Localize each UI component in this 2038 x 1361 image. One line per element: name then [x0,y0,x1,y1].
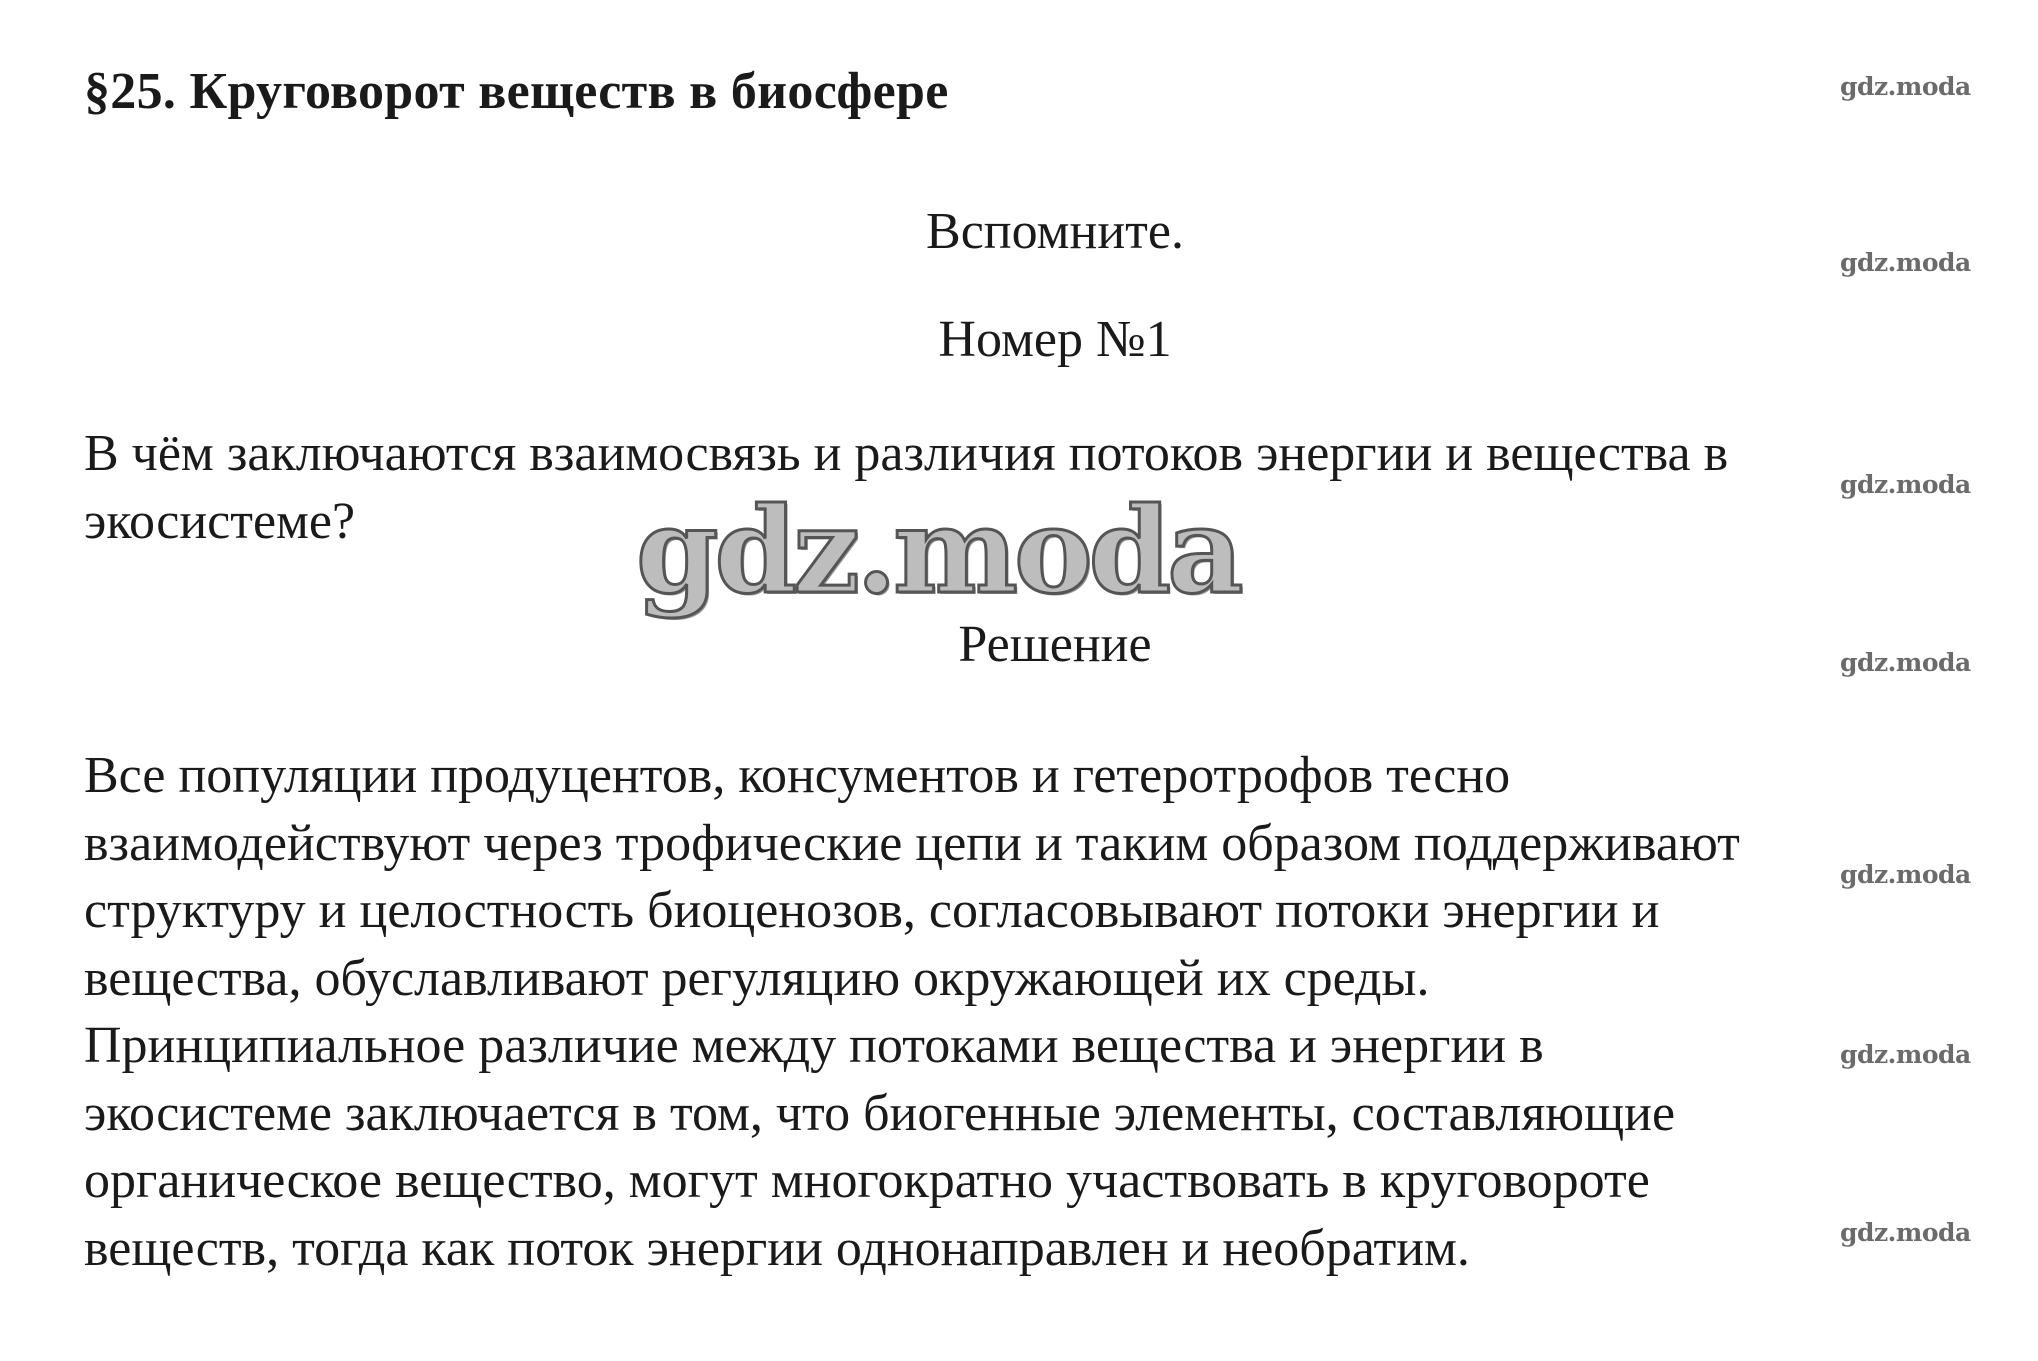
answer-text [84,742,2024,1282]
watermark-small: gdz.moda [1840,860,1971,889]
recall-label: Вспомните. [926,203,1184,260]
solution-label: Решение [958,616,1152,673]
watermark-small: gdz.moda [1840,1218,1971,1247]
watermark-small: gdz.moda [1840,1040,1971,1069]
watermark-small: gdz.moda [1840,470,1971,499]
watermark-small: gdz.moda [1840,72,1971,101]
question-line: В чём заключаются взаимосвязь и различия потоков энергии и вещества в [84,425,1729,482]
section-heading: §25. Круговорот веществ в биосфере [84,63,949,120]
answer-line: экосистеме заключается в том, что биогенные элементы, составляющие [84,1084,1676,1142]
answer-line: веществ, тогда как поток энергии однонаправлен и необратим. [84,1219,1470,1277]
exercise-number: Номер №1 [938,311,1172,368]
watermark-small: gdz.moda [1840,648,1971,677]
answer-line: вещества, обуславливают регуляцию окружающей их среды. [84,949,1430,1007]
answer-line: взаимодействуют через трофические цепи и таким образом поддерживают [84,814,1740,872]
answer-line: структуру и целостность биоценозов, согласовывают потоки энергии и [84,882,1660,939]
watermark-logo: gdz.moda [636,481,1240,620]
answer-line: органическое вещество, могут многократно участвовать в круговороте [84,1152,1650,1209]
answer-line: Все популяции продуцентов, консументов и гетеротрофов тесно [84,747,1511,804]
watermark-small: gdz.moda [1840,248,1971,277]
question-line: экосистеме? [84,493,356,550]
answer-line: Принципиальное различие между потоками вещества и энергии в [84,1017,1544,1074]
